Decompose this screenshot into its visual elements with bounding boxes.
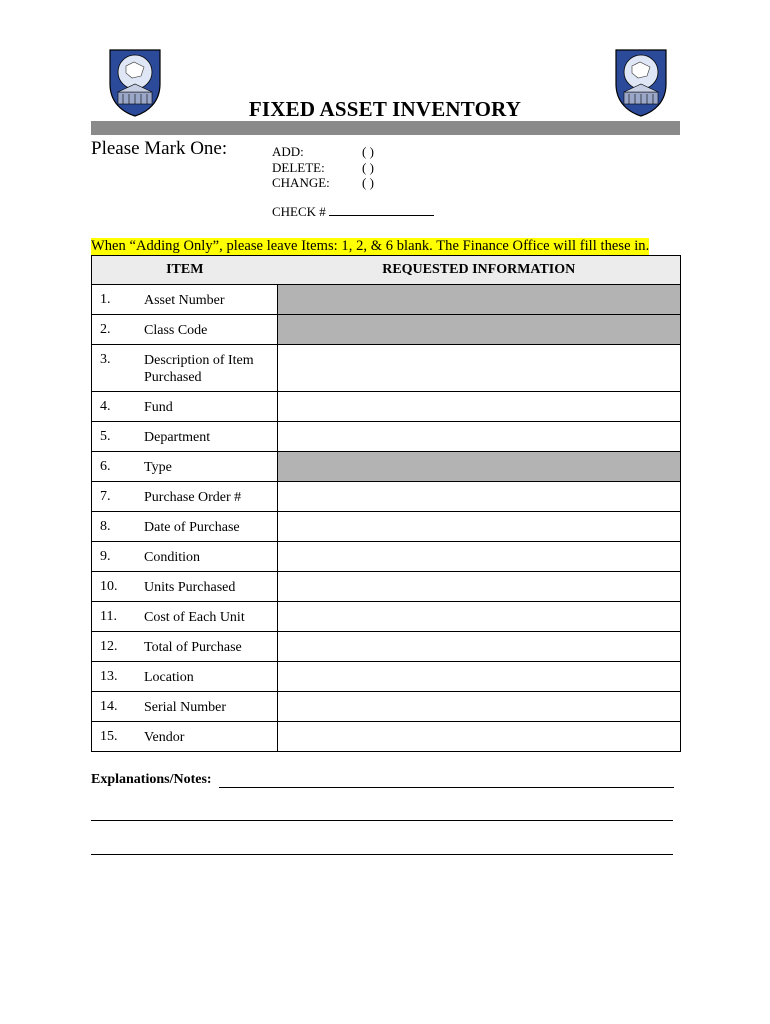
item-cell [92,452,278,482]
table-header-row [92,256,681,285]
item-label: Serial Number [144,700,227,715]
item-label: Type [144,460,172,475]
item-label: Date of Purchase [144,520,240,535]
check-number-input[interactable] [329,204,434,216]
item-number: 6. [100,459,111,474]
table-row [92,542,681,572]
table-row [92,512,681,542]
item-number: 9. [100,549,111,564]
mark-one-label: Please Mark One: [91,138,228,159]
notes-label: Explanations/Notes: [91,772,212,787]
item-number: 11. [100,609,117,624]
item-cell [92,345,278,392]
item-number: 15. [100,729,118,744]
item-cell [92,315,278,345]
requested-information-field[interactable] [278,722,681,752]
item-number: 13. [100,669,118,684]
item-number: 8. [100,519,111,534]
table-row [92,422,681,452]
option-delete-label: DELETE: [272,159,325,175]
option-change-checkbox[interactable]: ( ) [362,175,374,190]
table-row [92,662,681,692]
item-label: Purchase Order # [144,490,242,505]
item-cell [92,285,278,315]
notes-line-3[interactable] [91,854,673,855]
option-change[interactable] [272,175,374,191]
requested-information-field[interactable] [278,422,681,452]
table-body [92,285,681,752]
item-number: 2. [100,322,111,337]
table-row [92,692,681,722]
notes-line-2[interactable] [91,820,673,821]
table-row [92,345,681,392]
item-cell [92,632,278,662]
check-number-label: CHECK # [272,204,326,219]
item-label: Class Code [144,323,208,338]
item-label: Cost of Each Unit [144,610,245,625]
table-row [92,602,681,632]
item-cell [92,722,278,752]
requested-information-field[interactable] [278,602,681,632]
table-row [92,285,681,315]
asset-info-table [91,255,681,752]
requested-information-field[interactable] [278,315,681,345]
requested-information-field[interactable] [278,482,681,512]
title-divider-bar [91,121,680,135]
item-label: Description of Item Purchased [144,353,254,385]
requested-information-field[interactable] [278,392,681,422]
item-cell [92,482,278,512]
check-number-field [272,204,434,220]
option-change-label: CHANGE: [272,175,330,190]
notes-line-1[interactable] [219,787,674,788]
requested-information-field[interactable] [278,512,681,542]
requested-information-field[interactable] [278,632,681,662]
table-row [92,572,681,602]
item-label: Fund [144,400,173,415]
item-cell [92,572,278,602]
item-number: 12. [100,639,118,654]
item-label: Total of Purchase [144,640,242,655]
action-options [272,144,374,191]
requested-information-field[interactable] [278,662,681,692]
requested-information-field[interactable] [278,345,681,392]
item-cell [92,422,278,452]
option-add[interactable] [272,144,374,160]
item-label: Condition [144,550,201,565]
item-label: Units Purchased [144,580,236,595]
page-title: FIXED ASSET INVENTORY [248,97,522,121]
option-delete[interactable] [272,160,374,176]
table-row [92,722,681,752]
header-requested-information: REQUESTED INFORMATION [278,256,681,285]
item-cell [92,692,278,722]
table-row [92,392,681,422]
table-row [92,315,681,345]
item-number: 7. [100,489,111,504]
item-cell [92,662,278,692]
item-cell [92,602,278,632]
option-add-label: ADD: [272,144,304,159]
header-item: ITEM [92,256,278,285]
requested-information-field[interactable] [278,692,681,722]
table-row [92,482,681,512]
item-cell [92,392,278,422]
table-row [92,632,681,662]
item-number: 4. [100,399,111,414]
option-add-checkbox[interactable]: ( ) [362,144,374,159]
item-number: 3. [100,352,111,367]
requested-information-field[interactable] [278,542,681,572]
item-cell [92,542,278,572]
item-label: Asset Number [144,293,225,308]
item-label: Location [144,670,194,685]
option-delete-checkbox[interactable]: ( ) [362,159,374,175]
item-cell [92,512,278,542]
requested-information-field[interactable] [278,572,681,602]
item-label: Department [144,430,211,445]
item-number: 10. [100,579,118,594]
item-number: 5. [100,429,111,444]
adding-notice: When “Adding Only”, please leave Items: 1, 2, & 6 blank. The Finance Office will fill these in. [91,238,650,254]
table-row [92,452,681,482]
item-label: Vendor [144,730,185,745]
requested-information-field[interactable] [278,452,681,482]
requested-information-field[interactable] [278,285,681,315]
item-number: 14. [100,699,118,714]
item-number: 1. [100,292,111,307]
